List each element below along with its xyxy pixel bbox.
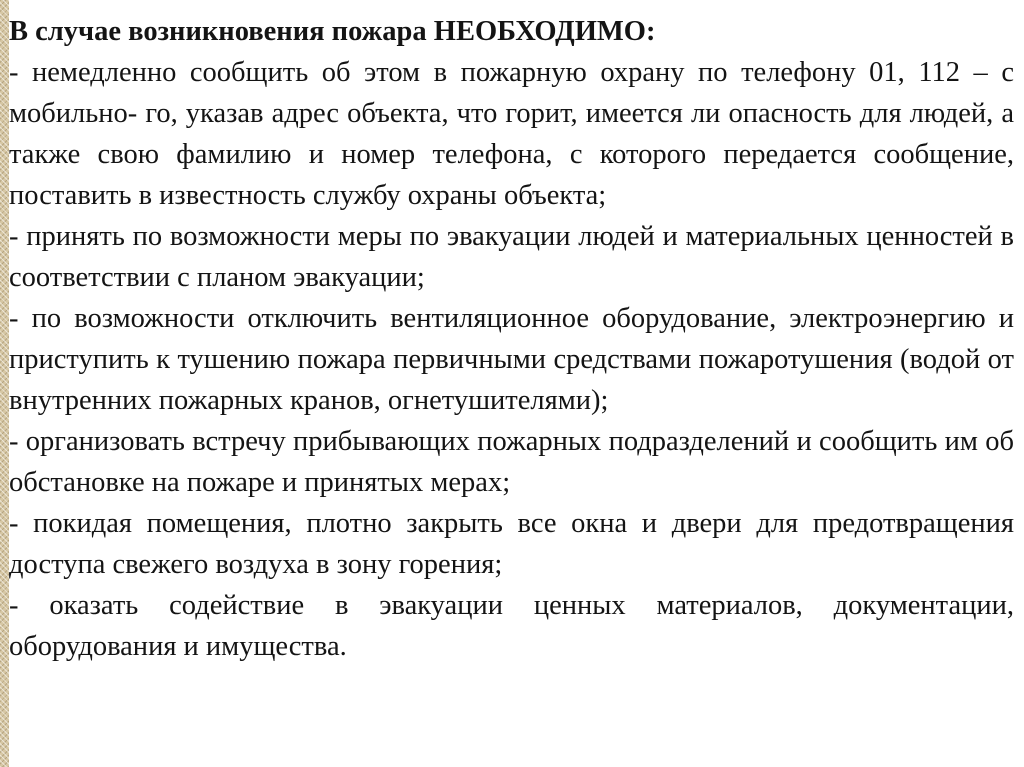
instruction-item-meet-firefighters: - организовать встречу прибывающих пожарных подразделений и сообщить им об обстановке на пожаре и принятых мерах; (9, 426, 1014, 498)
slide-body (9, 11, 1014, 667)
instruction-item-close-windows: - покидая помещения, плотно закрыть все окна и двери для предотвращения доступа свежего воздуха в зону горения; (9, 508, 1014, 580)
instruction-item-disconnect-and-extinguish: - по возможности отключить вентиляционное оборудование, электроэнергию и приступить к тушению пожара первичными средствами пожаротушения (водой от внутренних пожарных кранов, огнетушителями); (9, 303, 1014, 416)
instruction-item-report-fire: - немедленно сообщить об этом в пожарную охрану по телефону 01, 112 – с мобильно- го, указав адрес объекта, что горит, имеется ли опасность для людей, а также свою фамилию и номер телефона, с которого передается сообщение, поставить в известность службу охраны объекта; (9, 57, 1014, 211)
slide-heading: В случае возникновения пожара НЕОБХОДИМО: (9, 16, 656, 47)
instruction-item-evacuate-people: - принять по возможности меры по эвакуации людей и материальных ценностей в соответствии с планом эвакуации; (9, 221, 1014, 293)
instruction-item-evacuate-property: - оказать содействие в эвакуации ценных материалов, документации, оборудования и имущества. (9, 590, 1014, 662)
decorative-side-stripe (0, 0, 9, 767)
